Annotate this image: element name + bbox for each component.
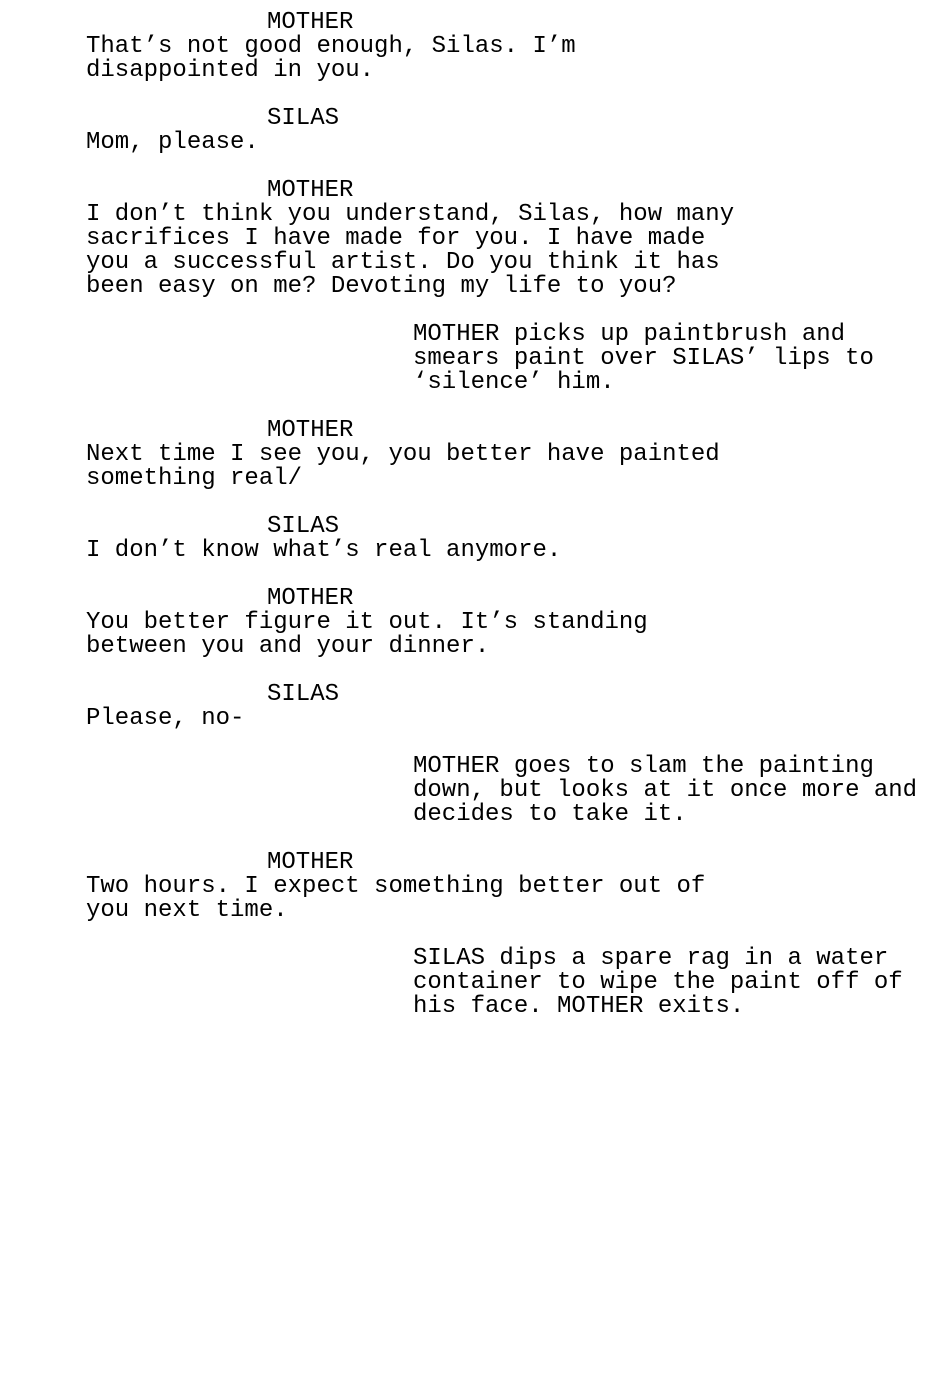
dialogue-line: Mom, please.	[86, 129, 259, 156]
dialogue-line: between you and your dinner.	[86, 633, 490, 660]
dialogue-line: you a successful artist. Do you think it has	[86, 249, 720, 276]
character-name: MOTHER	[267, 417, 354, 444]
action-line: his face. MOTHER exits.	[413, 993, 745, 1020]
dialogue-line: sacrifices I have made for you. I have made	[86, 225, 706, 252]
action-line: smears paint over SILAS’ lips to	[413, 345, 874, 372]
character-name: MOTHER	[267, 849, 354, 876]
dialogue-line: something real/	[86, 465, 303, 492]
character-name: MOTHER	[267, 585, 354, 612]
dialogue-line: Two hours. I expect something better out of	[86, 873, 706, 900]
action-line: decides to take it.	[413, 801, 687, 828]
action-line: SILAS dips a spare rag in a water	[413, 945, 889, 972]
action-line: MOTHER goes to slam the painting	[413, 753, 874, 780]
character-name: SILAS	[267, 513, 340, 540]
action-line: down, but looks at it once more and	[413, 777, 918, 804]
dialogue-line: disappointed in you.	[86, 57, 375, 84]
dialogue-line: I don’t think you understand, Silas, how many	[86, 201, 735, 228]
character-name: SILAS	[267, 105, 340, 132]
dialogue-line: you next time.	[86, 897, 288, 924]
character-name: SILAS	[267, 681, 340, 708]
character-name: MOTHER	[267, 177, 354, 204]
action-line: MOTHER picks up paintbrush and	[413, 321, 846, 348]
dialogue-line: Next time I see you, you better have painted	[86, 441, 720, 468]
dialogue-line: You better figure it out. It’s standing	[86, 609, 648, 636]
dialogue-line: I don’t know what’s real anymore.	[86, 537, 562, 564]
action-line: ‘silence’ him.	[413, 369, 615, 396]
dialogue-line: That’s not good enough, Silas. I’m	[86, 33, 576, 60]
dialogue-line: Please, no-	[86, 705, 245, 732]
character-name: MOTHER	[267, 9, 354, 36]
dialogue-line: been easy on me? Devoting my life to you?	[86, 273, 677, 300]
action-line: container to wipe the paint off of	[413, 969, 903, 996]
